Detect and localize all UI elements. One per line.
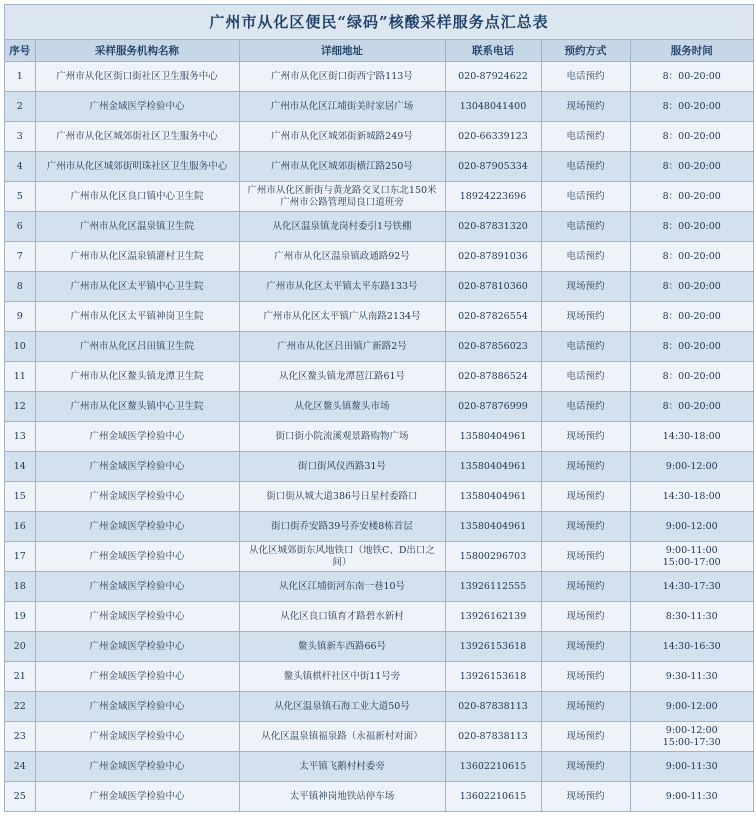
cell-no: 20 xyxy=(5,632,35,662)
cell-hours: 8：00-20:00 xyxy=(630,302,753,332)
cell-address: 从化区温泉镇石海工业大道50号 xyxy=(239,692,445,722)
table-row xyxy=(5,212,753,242)
cell-address: 广州市从化区太平镇广从南路2134号 xyxy=(239,302,445,332)
table-row xyxy=(5,422,753,452)
cell-no: 5 xyxy=(5,182,35,212)
cell-booking: 现场预约 xyxy=(541,542,630,572)
table-row xyxy=(5,632,753,662)
table-row xyxy=(5,152,753,182)
cell-hours: 8：00-20:00 xyxy=(630,242,753,272)
cell-address: 鳌头镇新车西路66号 xyxy=(239,632,445,662)
table-row xyxy=(5,602,753,632)
cell-address: 街口街小院流溪观景路购物广场 xyxy=(239,422,445,452)
cell-org: 广州市从化区太平镇中心卫生院 xyxy=(35,272,239,302)
header-phone: 联系电话 xyxy=(445,40,541,62)
cell-no: 8 xyxy=(5,272,35,302)
cell-phone: 020-87810360 xyxy=(445,272,541,302)
cell-org: 广州金域医学检验中心 xyxy=(35,752,239,782)
cell-phone: 020-66339123 xyxy=(445,122,541,152)
cell-phone: 13048041400 xyxy=(445,92,541,122)
cell-address: 从化区温泉镇福泉路（永福新村对面） xyxy=(239,722,445,752)
cell-booking: 电话预约 xyxy=(541,182,630,212)
cell-org: 广州市从化区城郊街社区卫生服务中心 xyxy=(35,122,239,152)
cell-no: 15 xyxy=(5,482,35,512)
header-booking: 预约方式 xyxy=(541,40,630,62)
cell-booking: 现场预约 xyxy=(541,452,630,482)
table-row xyxy=(5,692,753,722)
cell-phone: 15800296703 xyxy=(445,542,541,572)
cell-org: 广州市从化区良口镇中心卫生院 xyxy=(35,182,239,212)
cell-phone: 13926162139 xyxy=(445,602,541,632)
table-row xyxy=(5,332,753,362)
cell-address: 从化区温泉镇龙岗村委引1号铁棚 xyxy=(239,212,445,242)
cell-booking: 现场预约 xyxy=(541,632,630,662)
cell-address: 从化区城郊街东风地铁口（地铁C、D出口之 间） xyxy=(239,542,445,572)
cell-no: 14 xyxy=(5,452,35,482)
table-row xyxy=(5,782,753,812)
cell-booking: 现场预约 xyxy=(541,722,630,752)
table-row xyxy=(5,512,753,542)
cell-phone: 18924223696 xyxy=(445,182,541,212)
cell-org: 广州市从化区鳌头镇龙潭卫生院 xyxy=(35,362,239,392)
cell-address: 从化区良口镇育才路碧水新村 xyxy=(239,602,445,632)
cell-org: 广州金域医学检验中心 xyxy=(35,512,239,542)
cell-booking: 现场预约 xyxy=(541,662,630,692)
cell-address: 从化区鳌头镇龙潭琶江路61号 xyxy=(239,362,445,392)
cell-booking: 电话预约 xyxy=(541,362,630,392)
cell-hours: 14:30-18:00 xyxy=(630,482,753,512)
cell-phone: 020-87826554 xyxy=(445,302,541,332)
cell-hours: 9:00-11:00 15:00-17:00 xyxy=(630,542,753,572)
cell-phone: 13602210615 xyxy=(445,782,541,812)
cell-phone: 020-87856023 xyxy=(445,332,541,362)
table-row xyxy=(5,62,753,92)
cell-no: 1 xyxy=(5,62,35,92)
table-title: 广州市从化区便民“绿码”核酸采样服务点汇总表 xyxy=(5,5,753,40)
cell-address: 鳌头镇棋杆社区中街11号旁 xyxy=(239,662,445,692)
cell-hours: 8：00-20:00 xyxy=(630,332,753,362)
cell-org: 广州市从化区鳌头镇中心卫生院 xyxy=(35,392,239,422)
cell-booking: 电话预约 xyxy=(541,332,630,362)
cell-no: 12 xyxy=(5,392,35,422)
cell-no: 11 xyxy=(5,362,35,392)
cell-org: 广州金域医学检验中心 xyxy=(35,692,239,722)
cell-org: 广州金域医学检验中心 xyxy=(35,572,239,602)
cell-no: 22 xyxy=(5,692,35,722)
cell-booking: 现场预约 xyxy=(541,782,630,812)
cell-no: 21 xyxy=(5,662,35,692)
cell-phone: 020-87831320 xyxy=(445,212,541,242)
cell-phone: 13580404961 xyxy=(445,482,541,512)
table-row xyxy=(5,572,753,602)
cell-address: 广州市从化区吕田镇广新路2号 xyxy=(239,332,445,362)
cell-hours: 9:00-12:00 xyxy=(630,452,753,482)
cell-no: 10 xyxy=(5,332,35,362)
cell-org: 广州金域医学检验中心 xyxy=(35,602,239,632)
cell-org: 广州金域医学检验中心 xyxy=(35,782,239,812)
cell-phone: 13580404961 xyxy=(445,452,541,482)
cell-org: 广州市从化区街口街社区卫生服务中心 xyxy=(35,62,239,92)
table-row xyxy=(5,362,753,392)
cell-no: 17 xyxy=(5,542,35,572)
cell-org: 广州市从化区城郊街明珠社区卫生服务中心 xyxy=(35,152,239,182)
cell-address: 广州市从化区太平镇太平东路133号 xyxy=(239,272,445,302)
cell-booking: 电话预约 xyxy=(541,122,630,152)
cell-hours: 8：00-20:00 xyxy=(630,212,753,242)
header-no: 序号 xyxy=(5,40,35,62)
cell-address: 广州市从化区新街与黄龙路交叉口东北150米 广州市公路管理局良口道班旁 xyxy=(239,182,445,212)
cell-no: 3 xyxy=(5,122,35,152)
cell-hours: 8：00-20:00 xyxy=(630,62,753,92)
cell-address: 从化区江埔街河东南一巷10号 xyxy=(239,572,445,602)
cell-hours: 9:30-11:30 xyxy=(630,662,753,692)
header-hours: 服务时间 xyxy=(630,40,753,62)
cell-hours: 9:00-12:00 xyxy=(630,692,753,722)
cell-hours: 8：00-20:00 xyxy=(630,152,753,182)
cell-phone: 020-87891036 xyxy=(445,242,541,272)
cell-hours: 9:00-11:30 xyxy=(630,752,753,782)
cell-org: 广州市从化区太平镇神岗卫生院 xyxy=(35,302,239,332)
cell-booking: 现场预约 xyxy=(541,272,630,302)
table-row xyxy=(5,122,753,152)
cell-phone: 13602210615 xyxy=(445,752,541,782)
cell-address: 太平镇神岗地铁站停车场 xyxy=(239,782,445,812)
cell-no: 2 xyxy=(5,92,35,122)
cell-hours: 8:30-11:30 xyxy=(630,602,753,632)
cell-org: 广州金域医学检验中心 xyxy=(35,452,239,482)
cell-no: 16 xyxy=(5,512,35,542)
cell-phone: 020-87876999 xyxy=(445,392,541,422)
cell-hours: 8：00-20:00 xyxy=(630,362,753,392)
cell-hours: 14:30-17:30 xyxy=(630,572,753,602)
header-org: 采样服务机构名称 xyxy=(35,40,239,62)
cell-org: 广州金域医学检验中心 xyxy=(35,482,239,512)
cell-booking: 现场预约 xyxy=(541,422,630,452)
table-row xyxy=(5,722,753,752)
cell-address: 广州市从化区江埔街美时家居广场 xyxy=(239,92,445,122)
cell-booking: 电话预约 xyxy=(541,212,630,242)
cell-booking: 电话预约 xyxy=(541,242,630,272)
cell-org: 广州金域医学检验中心 xyxy=(35,632,239,662)
cell-address: 街口街乔安路39号乔安楼8栋首层 xyxy=(239,512,445,542)
table-row xyxy=(5,542,753,572)
cell-hours: 8：00-20:00 xyxy=(630,272,753,302)
cell-hours: 8：00-20:00 xyxy=(630,182,753,212)
cell-phone: 020-87905334 xyxy=(445,152,541,182)
cell-no: 6 xyxy=(5,212,35,242)
cell-org: 广州市从化区温泉镇卫生院 xyxy=(35,212,239,242)
cell-address: 广州市从化区城郊街新城路249号 xyxy=(239,122,445,152)
cell-no: 18 xyxy=(5,572,35,602)
cell-phone: 13926112555 xyxy=(445,572,541,602)
cell-booking: 现场预约 xyxy=(541,512,630,542)
cell-no: 9 xyxy=(5,302,35,332)
table-row xyxy=(5,662,753,692)
cell-org: 广州金域医学检验中心 xyxy=(35,722,239,752)
cell-no: 4 xyxy=(5,152,35,182)
cell-phone: 020-87886524 xyxy=(445,362,541,392)
cell-org: 广州市从化区吕田镇卫生院 xyxy=(35,332,239,362)
table-row xyxy=(5,302,753,332)
table-row xyxy=(5,242,753,272)
cell-hours: 8：00-20:00 xyxy=(630,92,753,122)
cell-phone: 020-87838113 xyxy=(445,722,541,752)
cell-org: 广州市从化区温泉镇灌村卫生院 xyxy=(35,242,239,272)
cell-no: 19 xyxy=(5,602,35,632)
cell-org: 广州金域医学检验中心 xyxy=(35,542,239,572)
cell-phone: 020-87924622 xyxy=(445,62,541,92)
cell-org: 广州金域医学检验中心 xyxy=(35,662,239,692)
cell-no: 7 xyxy=(5,242,35,272)
table-body xyxy=(5,62,753,812)
table-row xyxy=(5,392,753,422)
cell-hours: 9:00-11:30 xyxy=(630,782,753,812)
cell-hours: 9:00-12:00 15:00-17:30 xyxy=(630,722,753,752)
cell-address: 从化区鳌头镇鳌头市场 xyxy=(239,392,445,422)
cell-booking: 电话预约 xyxy=(541,392,630,422)
cell-phone: 13580404961 xyxy=(445,512,541,542)
cell-phone: 020-87838113 xyxy=(445,692,541,722)
cell-booking: 现场预约 xyxy=(541,752,630,782)
cell-hours: 14:30-16:30 xyxy=(630,632,753,662)
summary-sheet xyxy=(4,4,754,812)
cell-hours: 14:30-18:00 xyxy=(630,422,753,452)
cell-hours: 8：00-20:00 xyxy=(630,122,753,152)
sampling-points-table xyxy=(5,40,753,811)
cell-booking: 现场预约 xyxy=(541,572,630,602)
header-address: 详细地址 xyxy=(239,40,445,62)
table-row xyxy=(5,92,753,122)
table-row xyxy=(5,182,753,212)
cell-org: 广州金域医学检验中心 xyxy=(35,422,239,452)
cell-address: 街口街风仪西路31号 xyxy=(239,452,445,482)
cell-booking: 现场预约 xyxy=(541,302,630,332)
cell-no: 24 xyxy=(5,752,35,782)
cell-phone: 13926153618 xyxy=(445,632,541,662)
table-row xyxy=(5,272,753,302)
cell-booking: 现场预约 xyxy=(541,92,630,122)
cell-phone: 13926153618 xyxy=(445,662,541,692)
table-row xyxy=(5,752,753,782)
cell-hours: 9:00-12:00 xyxy=(630,512,753,542)
cell-phone: 13580404961 xyxy=(445,422,541,452)
header-row xyxy=(5,40,753,62)
cell-address: 广州市从化区城郊街横江路250号 xyxy=(239,152,445,182)
cell-no: 25 xyxy=(5,782,35,812)
cell-no: 13 xyxy=(5,422,35,452)
cell-hours: 8：00-20:00 xyxy=(630,392,753,422)
cell-address: 太平镇飞鹅村村委旁 xyxy=(239,752,445,782)
cell-address: 广州市从化区街口街西宁路113号 xyxy=(239,62,445,92)
cell-org: 广州金域医学检验中心 xyxy=(35,92,239,122)
table-row xyxy=(5,452,753,482)
cell-no: 23 xyxy=(5,722,35,752)
cell-booking: 现场预约 xyxy=(541,692,630,722)
cell-booking: 现场预约 xyxy=(541,602,630,632)
cell-booking: 现场预约 xyxy=(541,482,630,512)
cell-booking: 电话预约 xyxy=(541,152,630,182)
cell-address: 广州市从化区温泉镇政通路92号 xyxy=(239,242,445,272)
cell-address: 街口街从城大道386号日星村委路口 xyxy=(239,482,445,512)
table-row xyxy=(5,482,753,512)
cell-booking: 电话预约 xyxy=(541,62,630,92)
